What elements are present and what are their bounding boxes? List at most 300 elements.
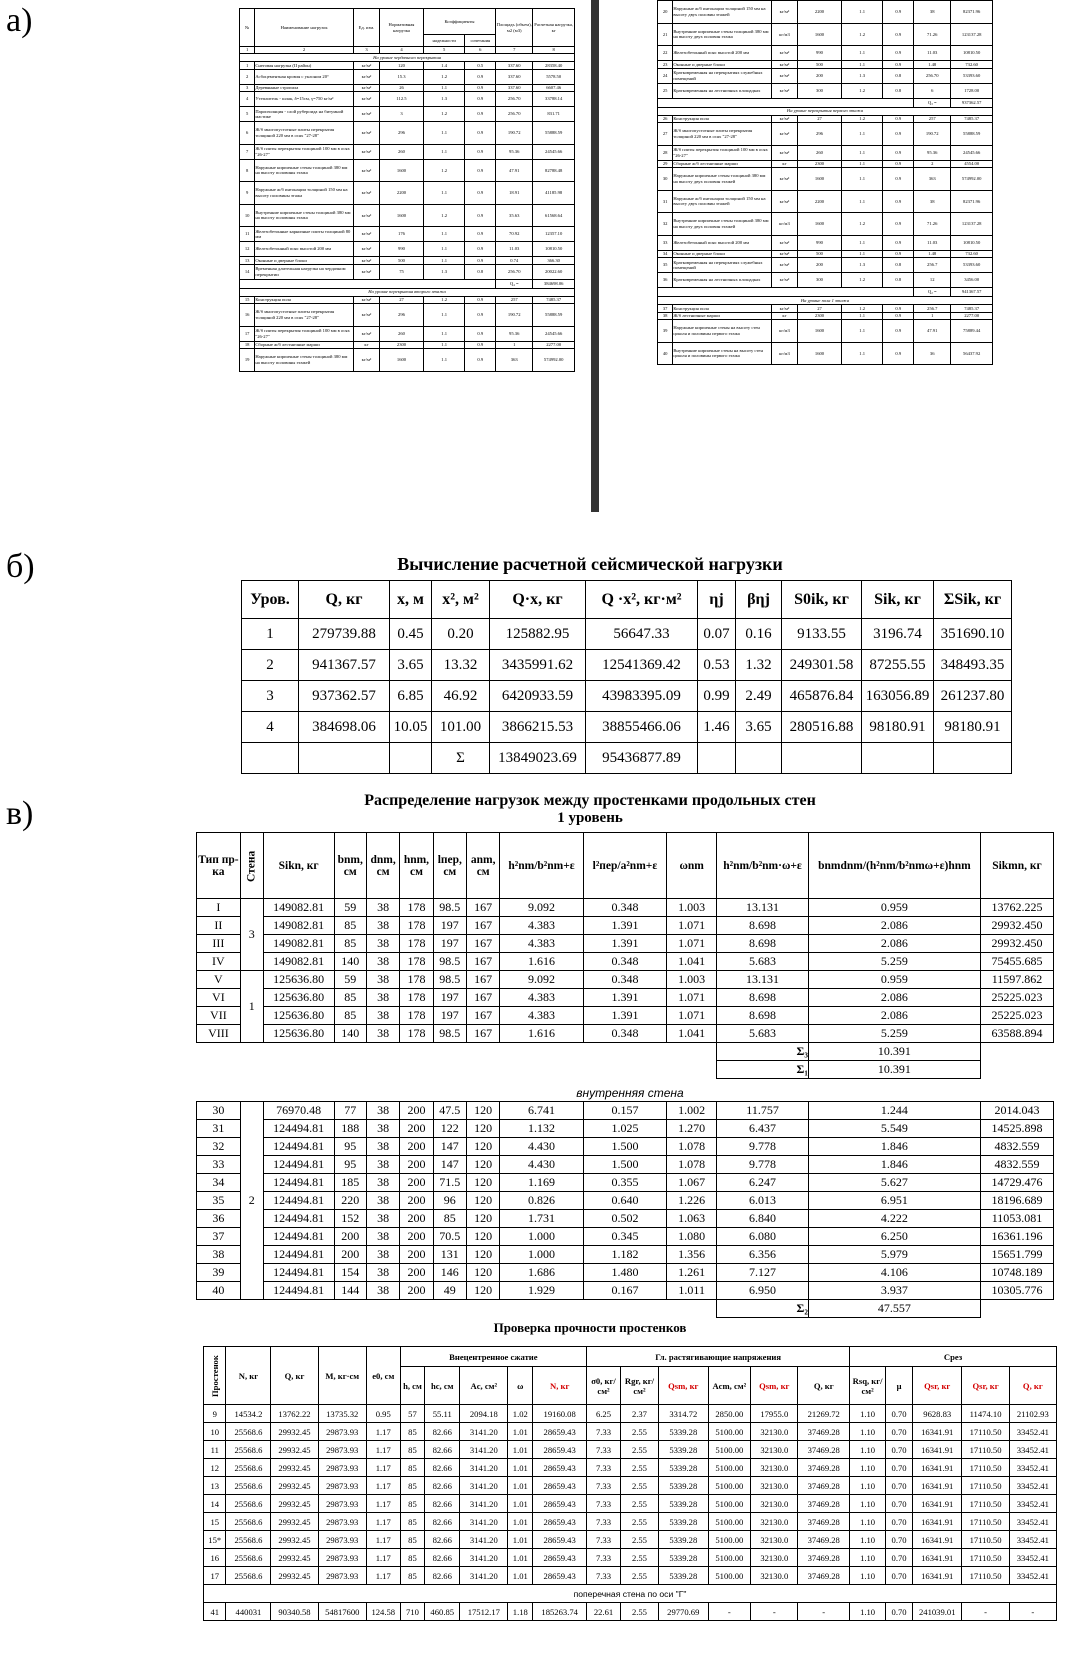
area: 11.03	[496, 242, 533, 257]
strength-cell: 28659.43	[533, 1423, 587, 1441]
unit: кг/м²	[353, 69, 379, 84]
load-name: Пароизоляция - слой рубероида на битумной мастике	[255, 107, 354, 122]
pier-cell: 125636.80	[263, 1007, 334, 1025]
strength-header: Q, кг	[271, 1347, 318, 1405]
combination-coef: 0.9	[465, 296, 496, 304]
strength-cell: 2.55	[620, 1477, 658, 1495]
strength-cell: 5339.28	[659, 1459, 708, 1477]
inner-pier-cell: 38	[366, 1264, 399, 1282]
combination-coef: 0.9	[465, 227, 496, 242]
unit: кг/м²	[771, 83, 797, 98]
reliability-coef: 1.2	[423, 69, 465, 84]
strength-header: μ	[886, 1367, 913, 1405]
inner-pier-cell: 120	[466, 1174, 499, 1192]
reliability-coef: 1.4	[423, 62, 465, 70]
pier-cell: 140	[334, 953, 366, 971]
inner-pier-cell: 6.250	[808, 1228, 980, 1246]
combination-coef: 0.9	[883, 23, 914, 46]
strength-cell: 13762.22	[271, 1405, 318, 1423]
strength-cell: 17955.0	[751, 1405, 798, 1423]
area: 11.03	[914, 46, 951, 61]
row-number: 19	[240, 349, 255, 372]
norm-load: 1600	[798, 168, 842, 191]
strength-cell: 3141.20	[460, 1423, 508, 1441]
distribution-header: dnm, см	[366, 833, 399, 899]
seismic-cell: 10.05	[390, 712, 432, 743]
area: 70.92	[496, 227, 533, 242]
seismic-cell: 101.00	[432, 712, 490, 743]
area: 256.70	[914, 68, 951, 83]
strength-cell: 1.01	[508, 1423, 533, 1441]
inner-pier-cell: 124494.81	[263, 1138, 334, 1156]
sum-value: 10.391	[808, 1061, 980, 1079]
strength-cell: 16341.91	[913, 1441, 962, 1459]
pier-cell: 1.391	[583, 1007, 666, 1025]
load-name: Оконные и дверные блоки	[673, 61, 772, 69]
norm-load: 176	[380, 227, 424, 242]
pier-cell: 98.5	[433, 899, 466, 917]
reliability-coef: 1.1	[841, 123, 883, 146]
strength-cell: 16341.91	[913, 1513, 962, 1531]
strength-cell: 28659.43	[533, 1495, 587, 1513]
unit: кг/м³	[771, 1, 797, 24]
reliability-coef: 1.1	[423, 227, 465, 242]
calc-load: 10810.50	[951, 46, 993, 61]
strength-header: Ac, см²	[460, 1367, 508, 1405]
strength-cell: 17110.50	[962, 1441, 1009, 1459]
strength-cell: 33452.41	[1009, 1567, 1056, 1585]
area: 12	[914, 273, 951, 288]
pier-cell: 8.698	[717, 935, 809, 953]
pier-cell: 149082.81	[263, 899, 334, 917]
load-name: Внутренние кирпичные стены толщиной 380 мм на высоту двух половин этажа	[673, 23, 772, 46]
strength-cell: 16341.91	[913, 1459, 962, 1477]
combination-coef: 0.9	[883, 168, 914, 191]
strength-cell: 1.17	[366, 1549, 400, 1567]
pier-cell: 167	[466, 989, 499, 1007]
strength-cell: 41	[204, 1603, 226, 1621]
reliability-coef: 1.2	[423, 296, 465, 304]
strength-cell: 25568.6	[226, 1477, 271, 1495]
calc-load: 24545.66	[951, 145, 993, 160]
inner-pier-cell: 120	[466, 1282, 499, 1300]
norm-load: 300	[798, 83, 842, 98]
section-title: На уровне перекрытия первого этажа	[658, 107, 993, 115]
strength-cell: 5100.00	[708, 1513, 751, 1531]
strength-cell: 1.17	[366, 1531, 400, 1549]
norm-load: 1600	[798, 342, 842, 365]
load-row	[658, 1, 993, 24]
inner-pier-cell: 5.979	[808, 1246, 980, 1264]
column-number: 2	[255, 47, 354, 54]
distribution-header: bnm, см	[334, 833, 366, 899]
strength-cell: 29932.45	[271, 1531, 318, 1549]
inner-pier-cell: 30	[197, 1102, 241, 1120]
strength-cell: 14	[204, 1495, 226, 1513]
load-row	[240, 304, 575, 327]
strength-cell: 5339.28	[659, 1423, 708, 1441]
load-name: Кратковременная на лестничных площадках	[673, 83, 772, 98]
pier-cell: 1.071	[667, 989, 717, 1007]
strength-cell: 37469.28	[798, 1567, 850, 1585]
pier-cell: 1.041	[667, 953, 717, 971]
inner-pier-cell: 124494.81	[263, 1228, 334, 1246]
strength-cell: 7.33	[587, 1423, 621, 1441]
section-title: На уровне пола 1 этажа	[658, 297, 993, 305]
inner-pier-cell: 95	[334, 1156, 366, 1174]
seismic-cell: 6.85	[390, 681, 432, 712]
pier-cell: 0.959	[808, 899, 980, 917]
inner-pier-cell: 124494.81	[263, 1264, 334, 1282]
inner-pier-cell: 147	[433, 1156, 466, 1174]
load-row	[658, 312, 993, 320]
subtotal-label: Q₃ =	[914, 98, 951, 107]
reliability-coef: 1.1	[423, 349, 465, 372]
strength-cell: 25568.6	[226, 1459, 271, 1477]
inner-pier-cell: 38	[366, 1156, 399, 1174]
row-number: 16	[240, 304, 255, 327]
seismic-cell: 6420933.59	[490, 681, 586, 712]
combination-coef: 0.9	[465, 204, 496, 227]
load-name: Кратковременная на перекрытиях служебных помещений	[673, 258, 772, 273]
strength-cell: 7.33	[587, 1531, 621, 1549]
subtotal-spacer	[658, 288, 914, 297]
pier-cell: 140	[334, 1025, 366, 1043]
column-number: 7	[496, 47, 533, 54]
pier-cell: 85	[334, 935, 366, 953]
strength-cell: 1.01	[508, 1441, 533, 1459]
norm-load: 260	[380, 144, 424, 159]
strength-cell: 16341.91	[913, 1423, 962, 1441]
pier-cell: 13.131	[717, 971, 809, 989]
unit: кг/м²	[353, 326, 379, 341]
area: 1	[496, 341, 533, 349]
inner-pier-cell: 6.840	[717, 1210, 809, 1228]
inner-pier-cell: 31	[197, 1120, 241, 1138]
pier-cell: 125636.80	[263, 989, 334, 1007]
combination-coef: 0.9	[883, 160, 914, 168]
strength-cell: 1.01	[508, 1549, 533, 1567]
pier-cell: 5.683	[717, 953, 809, 971]
distribution-header: Sikn, кг	[263, 833, 334, 899]
load-name: Сборные ж/б лестничные марши	[255, 341, 354, 349]
area: 71.26	[914, 213, 951, 236]
area: 256.70	[496, 92, 533, 107]
strength-row	[204, 1603, 1057, 1621]
strength-cell: 82.66	[425, 1549, 460, 1567]
norm-load: 27	[798, 305, 842, 313]
strength-cell: 5100.00	[708, 1459, 751, 1477]
strength-cell: 14534.2	[226, 1405, 271, 1423]
pier-cell: 4.383	[500, 1007, 583, 1025]
strength-cell: 82.66	[425, 1531, 460, 1549]
strength-cell: 1.17	[366, 1441, 400, 1459]
norm-load: 27	[380, 296, 424, 304]
strength-cell: 29932.45	[271, 1441, 318, 1459]
inner-pier-cell: 1.244	[808, 1102, 980, 1120]
inner-pier-cell: 36	[197, 1210, 241, 1228]
unit: кг	[771, 160, 797, 168]
reliability-coef: 1.1	[841, 312, 883, 320]
combination-coef: 0.9	[883, 123, 914, 146]
pier-cell: 2.086	[808, 917, 980, 935]
group-ecc-header: Внецентренное сжатие	[400, 1347, 587, 1367]
strength-cell: 1.01	[508, 1531, 533, 1549]
inner-pier-row	[197, 1102, 1054, 1120]
pier-cell: 167	[466, 1007, 499, 1025]
reliability-coef: 1.2	[423, 107, 465, 122]
load-row	[658, 83, 993, 98]
strength-header: Q, кг	[798, 1367, 850, 1405]
column-number: 3	[353, 47, 379, 54]
seismic-cell: 3.65	[736, 712, 782, 743]
pier-cell: I	[197, 899, 241, 917]
unit: кг/м²	[353, 144, 379, 159]
row-number: 21	[658, 23, 673, 46]
area: 337.60	[496, 69, 533, 84]
strength-cell: 13735.32	[318, 1405, 366, 1423]
inner-pier-cell: 188	[334, 1120, 366, 1138]
pier-cell: 197	[433, 935, 466, 953]
inner-pier-cell: 1.002	[667, 1102, 717, 1120]
inner-pier-cell: 33	[197, 1156, 241, 1174]
wall-number: 1	[240, 971, 263, 1043]
load-name: Кратковременная на перекрытиях служебных помещений	[673, 68, 772, 83]
inner-pier-cell: 6.080	[717, 1228, 809, 1246]
unit: кг/м²	[353, 257, 379, 265]
strength-cell: 1.01	[508, 1513, 533, 1531]
strength-cell: 1.10	[850, 1441, 886, 1459]
row-number: 15	[240, 296, 255, 304]
load-name: Железобетонный пояс высотой 200 мм	[673, 46, 772, 61]
reliability-coef: 1.1	[423, 326, 465, 341]
strength-cell: 29873.93	[318, 1531, 366, 1549]
load-row	[240, 182, 575, 205]
norm-load: 990	[380, 242, 424, 257]
inner-pier-cell: 85	[433, 1210, 466, 1228]
area: 337.60	[496, 84, 533, 92]
distribution-header: Стена	[240, 833, 263, 899]
norm-load: 1600	[798, 23, 842, 46]
area: 38	[914, 1, 951, 24]
inner-pier-cell: 124494.81	[263, 1192, 334, 1210]
norm-load: 990	[798, 46, 842, 61]
area: 36	[914, 342, 951, 365]
calc-load: 12357.10	[533, 227, 575, 242]
unit: кг/м²	[353, 264, 379, 279]
strength-cell: 25568.6	[226, 1549, 271, 1567]
strength-cell: 1.10	[850, 1567, 886, 1585]
area: 256.70	[496, 264, 533, 279]
empty-cell	[242, 743, 299, 774]
seismic-header: S0ik, кг	[782, 581, 862, 619]
strength-cell: 9628.83	[913, 1405, 962, 1423]
combination-coef: 0.9	[465, 144, 496, 159]
unit: кг/м²	[771, 235, 797, 250]
inner-pier-cell: 124494.81	[263, 1282, 334, 1300]
load-row	[240, 204, 575, 227]
strength-cell: -	[1009, 1603, 1056, 1621]
pier-cell: 8.698	[717, 1007, 809, 1025]
inner-wall-table	[196, 1101, 1054, 1318]
area: 190.72	[496, 122, 533, 145]
combination-coef: 0.9	[465, 92, 496, 107]
section-title: На уровне перекрытия второго этажа	[240, 288, 575, 296]
row-number: 20	[658, 1, 673, 24]
load-row	[658, 123, 993, 146]
strength-cell: 22.61	[587, 1603, 621, 1621]
area: 2	[914, 160, 951, 168]
strength-cell: 33452.41	[1009, 1477, 1056, 1495]
inner-pier-row	[197, 1246, 1054, 1264]
pier-cell: 1.391	[583, 935, 666, 953]
pier-cell: 178	[400, 917, 433, 935]
pier-cell: 178	[400, 899, 433, 917]
norm-load: 200	[798, 258, 842, 273]
combination-coef: 0.9	[883, 320, 914, 343]
combination-coef: 0.8	[883, 273, 914, 288]
calc-load: 82371.96	[951, 190, 993, 213]
strength-cell: 37469.28	[798, 1513, 850, 1531]
section-title: На уровне чердачного перекрытия	[240, 54, 575, 62]
calc-load: 3456.00	[951, 273, 993, 288]
inner-pier-cell: 124494.81	[263, 1120, 334, 1138]
pier-cell: 167	[466, 953, 499, 971]
strength-cell: 25568.6	[226, 1513, 271, 1531]
strength-cell: 5100.00	[708, 1531, 751, 1549]
seismic-header: Q ·x², кг·м²	[586, 581, 698, 619]
pier-cell: 178	[400, 935, 433, 953]
empty-cell	[698, 743, 736, 774]
pier-row	[197, 917, 1054, 935]
inner-pier-cell: 9.778	[717, 1156, 809, 1174]
strength-cell: 16341.91	[913, 1495, 962, 1513]
strength-cell: 0.70	[886, 1477, 913, 1495]
load-row	[240, 62, 575, 70]
load-row	[658, 61, 993, 69]
pier-cell: 29932.450	[980, 917, 1053, 935]
inner-pier-cell: 1.182	[583, 1246, 666, 1264]
reliability-coef: 1.2	[841, 23, 883, 46]
load-row	[240, 159, 575, 182]
sum-qx2: 95436877.89	[586, 743, 698, 774]
strength-cell: 17110.50	[962, 1531, 1009, 1549]
strength-cell: 25568.6	[226, 1495, 271, 1513]
pier-cell: 5.683	[717, 1025, 809, 1043]
load-name: Наружные кирпичные стены толщиной 380 мм на высоту половины этажей	[255, 349, 354, 372]
pier-cell: 178	[400, 971, 433, 989]
panel-label-b: б)	[6, 548, 35, 585]
unit: кг/м²	[353, 122, 379, 145]
strength-header: Qsr, кг	[962, 1367, 1009, 1405]
inner-pier-cell: 7.127	[717, 1264, 809, 1282]
pier-cell: 38	[366, 917, 399, 935]
pier-cell: IV	[197, 953, 241, 971]
strength-cell: 17	[204, 1567, 226, 1585]
pier-cell: 0.348	[583, 899, 666, 917]
reliability-coef: 1.1	[841, 235, 883, 250]
unit: кг/м³	[353, 159, 379, 182]
inner-pier-cell: 1.000	[500, 1246, 583, 1264]
reliability-coef: 1.1	[423, 84, 465, 92]
strength-cell: 82.66	[425, 1441, 460, 1459]
norm-load: 2200	[798, 190, 842, 213]
inner-pier-cell: 49	[433, 1282, 466, 1300]
load-name: Асбоцементная кровля с уклоном 20°	[255, 69, 354, 84]
strength-cell: 28659.43	[533, 1549, 587, 1567]
inner-pier-cell: 6.950	[717, 1282, 809, 1300]
load-row	[658, 235, 993, 250]
strength-header: hc, см	[425, 1367, 460, 1405]
inner-pier-cell: 11.757	[717, 1102, 809, 1120]
combination-coef: 0.9	[465, 257, 496, 265]
row-number: 39	[658, 320, 673, 343]
pier-row	[197, 971, 1054, 989]
combination-coef: 0.9	[465, 349, 496, 372]
inner-pier-cell: 1.169	[500, 1174, 583, 1192]
strength-header: Acm, см²	[708, 1367, 751, 1405]
pier-row	[197, 953, 1054, 971]
area: 11.03	[914, 235, 951, 250]
norm-load: 2300	[798, 160, 842, 168]
strength-cell: 28659.43	[533, 1441, 587, 1459]
inner-pier-cell: 1.500	[583, 1156, 666, 1174]
sum-label: Σ₁	[717, 1061, 809, 1079]
inner-pier-cell: 1.270	[667, 1120, 717, 1138]
inner-pier-cell: 38	[366, 1192, 399, 1210]
strength-cell: 3141.20	[460, 1495, 508, 1513]
area: 363	[914, 168, 951, 191]
reliability-coef: 1.2	[423, 204, 465, 227]
load-name: Ж/б плиты перекрытия толщиной 100 мм в осях "26-27"	[255, 326, 354, 341]
pier-row	[197, 1007, 1054, 1025]
seismic-cell: 351690.10	[934, 619, 1012, 650]
combination-coef: 0.9	[883, 250, 914, 258]
strength-cell: 2.55	[620, 1423, 658, 1441]
strength-cell: 32130.0	[751, 1459, 798, 1477]
inner-pier-cell: 34	[197, 1174, 241, 1192]
strength-cell: 0.70	[886, 1603, 913, 1621]
row-number: 2	[240, 69, 255, 84]
column-number: 1	[240, 47, 255, 54]
row-number: 25	[658, 83, 673, 98]
strength-cell: 32130.0	[751, 1441, 798, 1459]
combination-coef: 0.8	[883, 68, 914, 83]
strength-cell: 28659.43	[533, 1459, 587, 1477]
load-name: Ж/б многопустотные плиты перекрытия толщиной 220 мм в осях "27-28"	[255, 122, 354, 145]
strength-cell: 5339.28	[659, 1495, 708, 1513]
distribution-header: h²nm/b²nm·ω+ε	[717, 833, 809, 899]
strength-cell: 0.70	[886, 1405, 913, 1423]
strength-cell: 1.17	[366, 1477, 400, 1495]
combination-coef: 0.9	[465, 69, 496, 84]
strength-cell: 37469.28	[798, 1441, 850, 1459]
reliability-coef: 1.1	[841, 1, 883, 24]
reliability-coef: 1.1	[423, 182, 465, 205]
pier-cell: 149082.81	[263, 935, 334, 953]
strength-cell: 0.70	[886, 1549, 913, 1567]
load-name: Снеговая нагрузка (II район)	[255, 62, 354, 70]
combination-coef: 0.9	[465, 159, 496, 182]
inner-pier-cell: 71.5	[433, 1174, 466, 1192]
col-rel: надежности	[423, 35, 465, 47]
inner-pier-cell: 96	[433, 1192, 466, 1210]
inner-pier-cell: 38	[366, 1120, 399, 1138]
strength-cell: 16341.91	[913, 1567, 962, 1585]
strength-cell: 28659.43	[533, 1513, 587, 1531]
empty-cell	[782, 743, 862, 774]
calc-load: 732.60	[951, 61, 993, 69]
